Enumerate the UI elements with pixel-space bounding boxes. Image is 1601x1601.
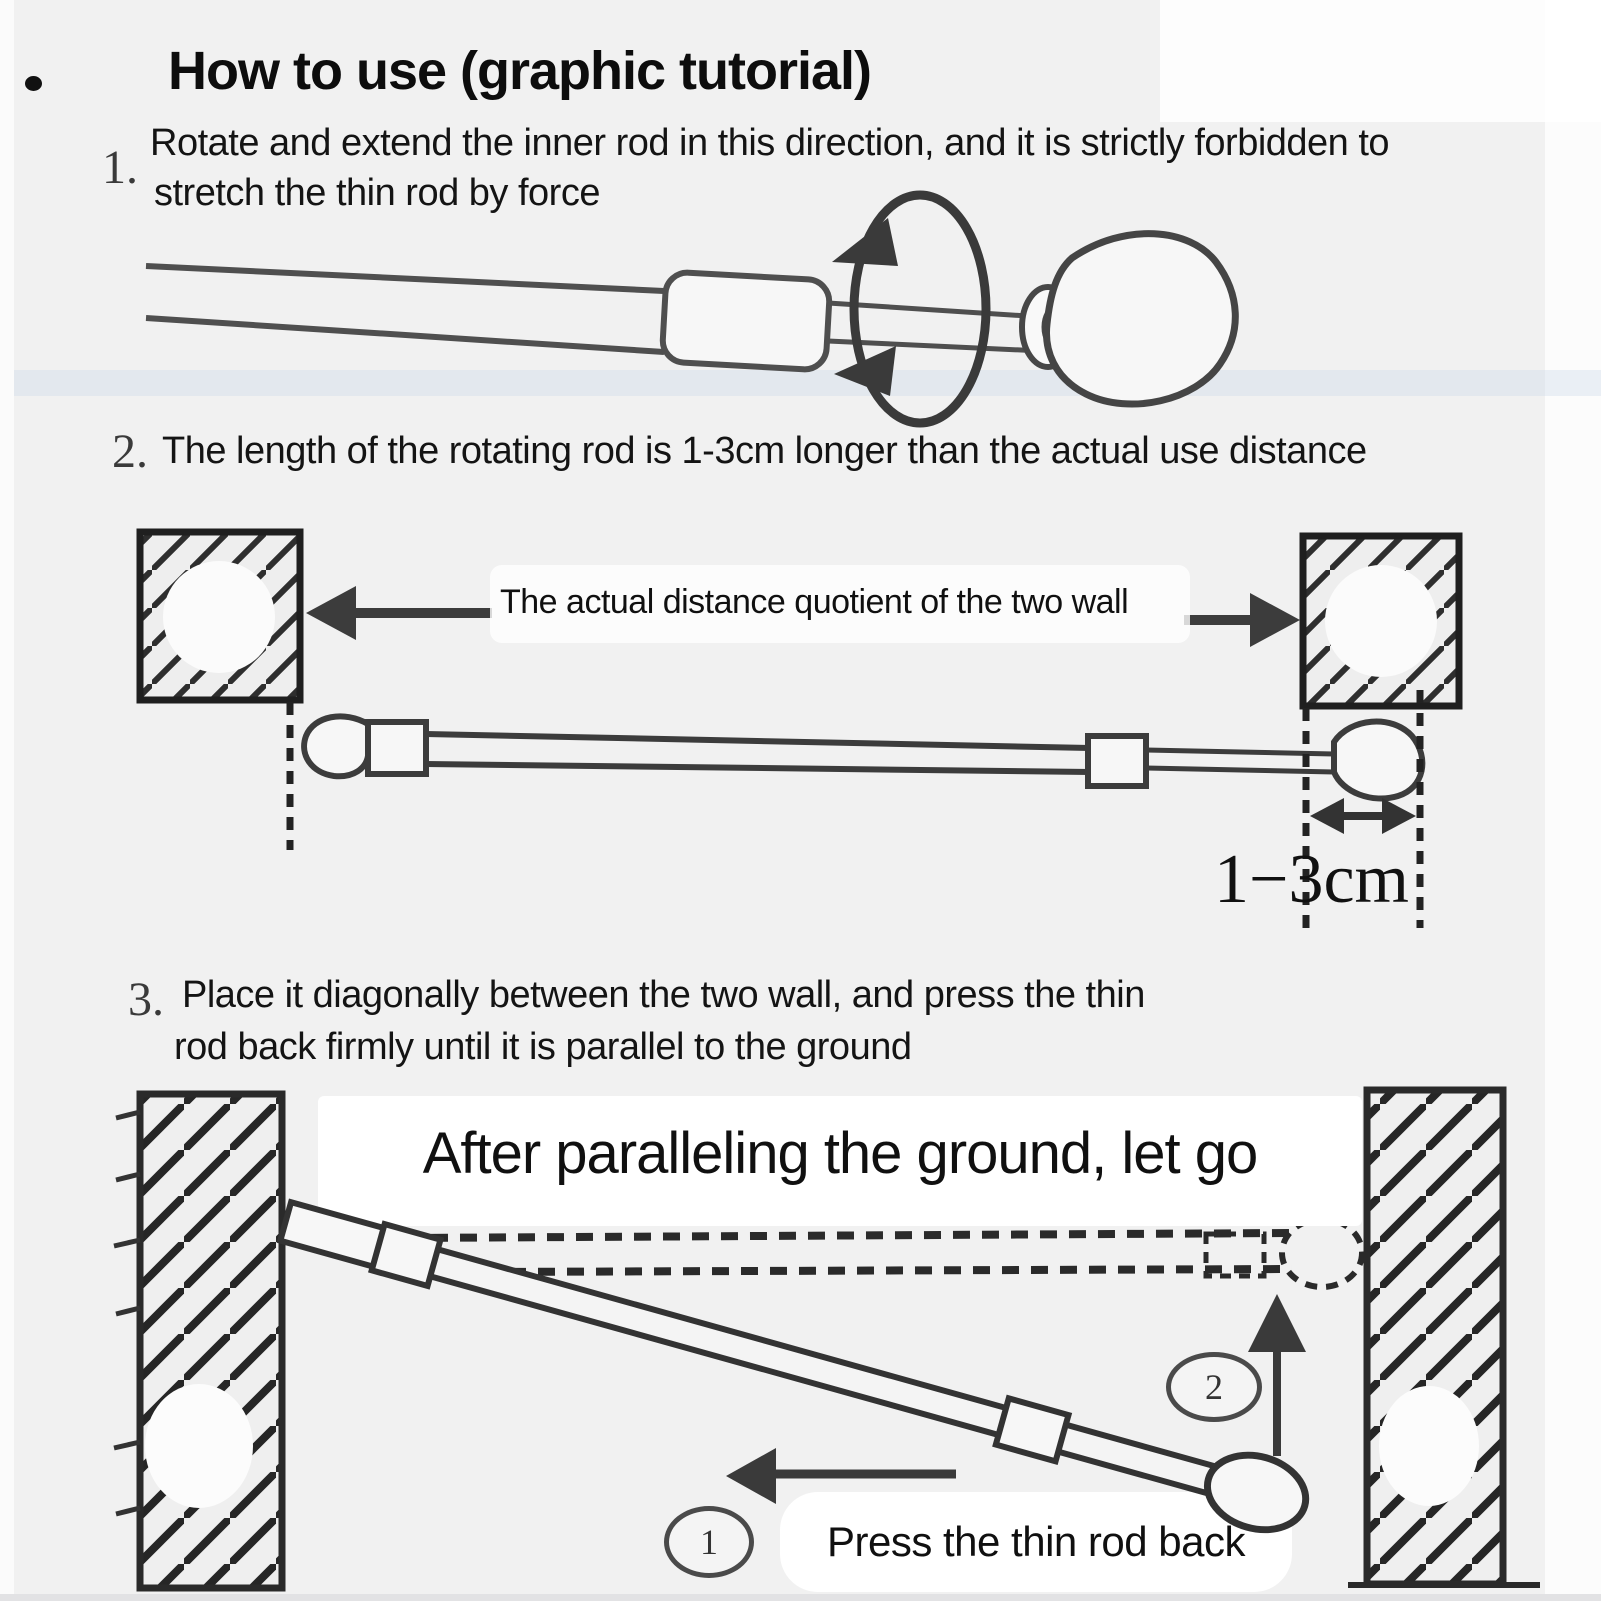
diagonal-rod — [276, 1187, 1314, 1541]
step1-number: 1. — [102, 141, 138, 194]
step-marker-2: 2 — [1166, 1352, 1262, 1422]
diagonal-rod-body — [386, 1237, 1214, 1493]
step3-line2: rod back firmly until it is parallel to the ground — [174, 1026, 912, 1068]
bullet-dot — [25, 76, 42, 91]
step1-line1: Rotate and extend the inner rod in this direction, and it is strictly forbidden to — [150, 122, 1390, 164]
let-go-label: After paralleling the ground, let go — [422, 1121, 1258, 1186]
diagonal-rod-coupling-1 — [372, 1224, 441, 1286]
step3-line1: Place it diagonally between the two wall, and press the thin — [182, 974, 1145, 1016]
press-rod-label: Press the thin rod back — [826, 1518, 1246, 1565]
step3-number: 3. — [128, 973, 164, 1026]
step2-text: The length of the rotating rod is 1-3cm longer than the actual use distance — [162, 430, 1367, 472]
page-title: How to use (graphic tutorial) — [168, 41, 872, 101]
step-marker-1: 1 — [664, 1506, 754, 1578]
wall-distance-label: The actual distance quotient of the two wall — [500, 583, 1129, 621]
diagonal-rod-coupling-2 — [996, 1398, 1069, 1461]
step1-line2: stretch the thin rod by force — [154, 172, 600, 214]
gap-size-label: 1−3cm — [1214, 841, 1409, 918]
step2-number: 2. — [112, 425, 148, 478]
